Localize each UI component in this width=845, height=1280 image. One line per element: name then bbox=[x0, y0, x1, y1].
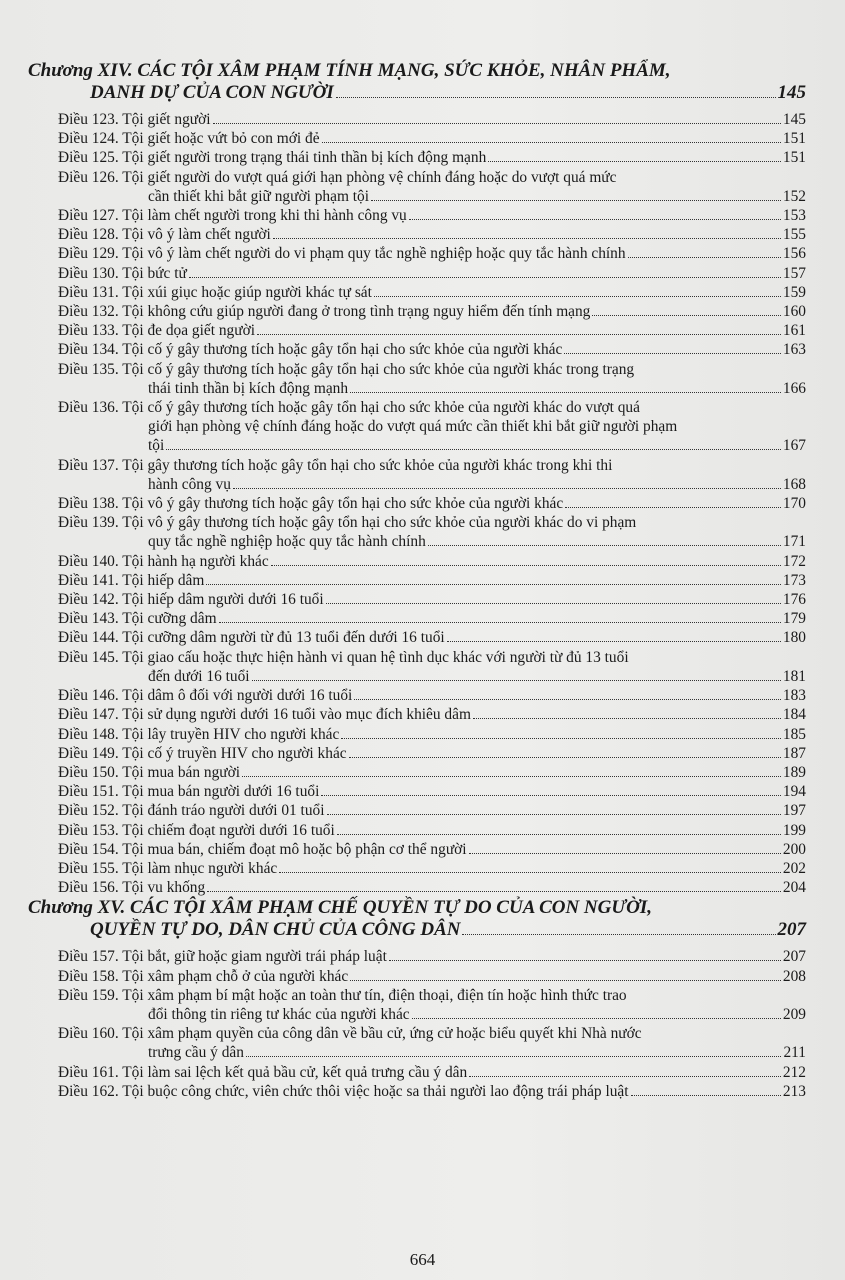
dot-leader bbox=[273, 238, 781, 239]
toc-entry bbox=[28, 648, 806, 686]
dot-leader bbox=[252, 680, 781, 681]
entry-label: Điều 162. Tội buộc công chức, viên chức thôi việc hoặc sa thải người lao động trái pháp luật bbox=[58, 1082, 629, 1100]
entry-last-line bbox=[58, 475, 806, 494]
toc-entry bbox=[28, 283, 806, 302]
entry-page-number: 166 bbox=[782, 379, 806, 397]
entry-line bbox=[58, 628, 806, 647]
toc-entry bbox=[28, 1082, 806, 1101]
toc-entry bbox=[28, 590, 806, 609]
entry-label-continued: trưng cầu ý dân bbox=[148, 1044, 244, 1062]
toc-entry bbox=[28, 206, 806, 225]
entry-page-number: 152 bbox=[782, 187, 806, 205]
toc-entry bbox=[28, 398, 806, 456]
entry-page-number: 176 bbox=[782, 591, 806, 609]
entry-last-line bbox=[58, 187, 806, 206]
entry-label-continued: đến dưới 16 tuổi bbox=[148, 667, 250, 685]
toc-entry bbox=[28, 571, 806, 590]
entry-line bbox=[58, 1063, 806, 1082]
dot-leader bbox=[207, 891, 781, 892]
dot-leader bbox=[337, 834, 781, 835]
dot-leader bbox=[246, 1056, 782, 1057]
toc-entry bbox=[28, 763, 806, 782]
entry-line bbox=[58, 225, 806, 244]
chapter-title-text: DANH DỰ CỦA CON NGƯỜI bbox=[90, 82, 334, 103]
toc-entry bbox=[28, 628, 806, 647]
dot-leader bbox=[350, 980, 781, 981]
dot-leader bbox=[374, 296, 781, 297]
entry-label: Điều 156. Tội vu khống bbox=[58, 879, 206, 897]
toc-entry bbox=[28, 1063, 806, 1082]
entry-page-number: 172 bbox=[782, 552, 806, 570]
entry-line bbox=[58, 782, 806, 801]
entry-last-line bbox=[58, 1005, 806, 1024]
dot-leader bbox=[628, 257, 781, 258]
entry-label: Điều 135. Tội cố ý gây thương tích hoặc gây tổn hại cho sức khỏe của người khác trong trạng bbox=[58, 360, 635, 378]
entry-line bbox=[58, 283, 806, 302]
entry-label: Điều 159. Tội xâm phạm bí mật hoặc an toàn thư tín, điện thoại, điện tín hoặc hình thức trao bbox=[58, 986, 627, 1004]
entry-line bbox=[58, 206, 806, 225]
dot-leader bbox=[327, 814, 781, 815]
entry-page-number: 194 bbox=[782, 783, 806, 801]
entry-label: Điều 129. Tội vô ý làm chết người do vi phạm quy tắc nghề nghiệp hoặc quy tắc hành chính bbox=[58, 245, 626, 263]
toc-entry bbox=[28, 129, 806, 148]
dot-leader bbox=[469, 853, 781, 854]
dot-leader bbox=[219, 622, 781, 623]
entry-label: Điều 154. Tội mua bán, chiếm đoạt mô hoặc bộ phận cơ thể người bbox=[58, 840, 467, 858]
entry-label: Điều 148. Tội lây truyền HIV cho người khác bbox=[58, 725, 340, 743]
toc-entry bbox=[28, 244, 806, 263]
entry-label-continued: thái tinh thần bị kích động mạnh bbox=[148, 379, 349, 397]
entry-line bbox=[58, 801, 806, 820]
entry-label-continued: hành công vụ bbox=[148, 475, 231, 493]
toc-entry bbox=[28, 264, 806, 283]
entry-label: Điều 144. Tội cưỡng dâm người từ đủ 13 tuổi đến dưới 16 tuổi bbox=[58, 629, 445, 647]
entry-label: Điều 126. Tội giết người do vượt quá giới hạn phòng vệ chính đáng hoặc do vượt quá mức bbox=[58, 168, 617, 186]
entry-line bbox=[58, 110, 806, 129]
entry-page-number: 212 bbox=[782, 1063, 806, 1081]
entry-label: Điều 149. Tội cố ý truyền HIV cho người khác bbox=[58, 744, 347, 762]
toc-entry bbox=[28, 168, 806, 206]
dot-leader bbox=[233, 488, 781, 489]
entry-label: Điều 157. Tội bắt, giữ hoặc giam người trái pháp luật bbox=[58, 948, 387, 966]
toc-entry bbox=[28, 321, 806, 340]
entry-page-number: 187 bbox=[782, 744, 806, 762]
entry-label-continued: đổi thông tin riêng tư khác của người khác bbox=[148, 1005, 410, 1023]
toc-entry bbox=[28, 859, 806, 878]
entry-line bbox=[58, 590, 806, 609]
entry-line bbox=[58, 148, 806, 167]
dot-leader bbox=[166, 449, 781, 450]
entry-line bbox=[58, 763, 806, 782]
dot-leader bbox=[592, 315, 781, 316]
toc-entry bbox=[28, 552, 806, 571]
entry-label: Điều 142. Tội hiếp dâm người dưới 16 tuổi bbox=[58, 591, 324, 609]
entry-line bbox=[58, 244, 806, 263]
entry-page-number: 159 bbox=[782, 283, 806, 301]
entry-label: Điều 158. Tội xâm phạm chỗ ở của người khác bbox=[58, 967, 349, 985]
entry-line bbox=[58, 947, 806, 966]
toc-entry bbox=[28, 986, 806, 1024]
entry-label: Điều 145. Tội giao cấu hoặc thực hiện hành vi quan hệ tình dục khác với người từ đủ 13 tuổi bbox=[58, 648, 629, 666]
entry-line bbox=[58, 552, 806, 571]
entry-last-line bbox=[58, 532, 806, 551]
entry-line bbox=[58, 840, 806, 859]
entry-label: Điều 125. Tội giết người trong trạng thái tinh thần bị kích động mạnh bbox=[58, 149, 487, 167]
toc-entry bbox=[28, 878, 806, 897]
entry-page-number: 173 bbox=[782, 571, 806, 589]
entry-page-number: 153 bbox=[782, 207, 806, 225]
dot-leader bbox=[350, 392, 781, 393]
entry-page-number: 189 bbox=[782, 763, 806, 781]
dot-leader bbox=[242, 776, 781, 777]
table-of-contents bbox=[28, 60, 806, 1101]
entry-line bbox=[58, 321, 806, 340]
dot-leader bbox=[336, 97, 776, 98]
entry-page-number: 202 bbox=[782, 859, 806, 877]
entry-page-number: 204 bbox=[782, 879, 806, 897]
toc-entry bbox=[28, 782, 806, 801]
entry-label: Điều 131. Tội xúi giục hoặc giúp người khác tự sát bbox=[58, 283, 372, 301]
dot-leader bbox=[341, 738, 781, 739]
toc-entry bbox=[28, 225, 806, 244]
entry-last-line bbox=[58, 667, 806, 686]
entry-line bbox=[58, 302, 806, 321]
dot-leader bbox=[462, 934, 775, 935]
chapter-title-line2 bbox=[28, 82, 806, 104]
entry-page-number: 156 bbox=[782, 245, 806, 263]
entry-line bbox=[58, 686, 806, 705]
dot-leader bbox=[322, 142, 781, 143]
entry-line bbox=[58, 967, 806, 986]
toc-entry bbox=[28, 609, 806, 628]
chapter-title-line2 bbox=[28, 919, 806, 941]
entry-label: Điều 151. Tội mua bán người dưới 16 tuổi bbox=[58, 783, 320, 801]
entry-label: Điều 160. Tội xâm phạm quyền của công dân về bầu cử, ứng cử hoặc biểu quyết khi Nhà nước bbox=[58, 1025, 642, 1043]
entry-label: Điều 143. Tội cưỡng dâm bbox=[58, 610, 217, 628]
entry-page-number: 199 bbox=[782, 821, 806, 839]
toc-entry bbox=[28, 686, 806, 705]
entry-line bbox=[58, 821, 806, 840]
toc-entry bbox=[28, 1024, 806, 1062]
entry-label: Điều 161. Tội làm sai lệch kết quả bầu cử, kết quả trưng cầu ý dân bbox=[58, 1063, 468, 1081]
entry-line bbox=[58, 264, 806, 283]
toc-entry bbox=[28, 840, 806, 859]
entry-label: Điều 140. Tội hành hạ người khác bbox=[58, 552, 269, 570]
dot-leader bbox=[469, 1076, 781, 1077]
entry-page-number: 168 bbox=[782, 475, 806, 493]
entry-page-number: 207 bbox=[782, 948, 806, 966]
entry-label: Điều 139. Tội vô ý gây thương tích hoặc gây tổn hại cho sức khỏe của người khác do vi phạm bbox=[58, 514, 637, 532]
entry-page-number: 157 bbox=[782, 264, 806, 282]
dot-leader bbox=[631, 1095, 781, 1096]
chapter-heading bbox=[28, 897, 806, 941]
entry-page-number: 181 bbox=[782, 667, 806, 685]
entry-page-number: 185 bbox=[782, 725, 806, 743]
dot-leader bbox=[371, 200, 781, 201]
dot-leader bbox=[389, 960, 781, 961]
entry-label: Điều 123. Tội giết người bbox=[58, 111, 211, 128]
dot-leader bbox=[412, 1018, 781, 1019]
chapter-page-number: 207 bbox=[777, 919, 806, 941]
entry-page-number: 151 bbox=[782, 130, 806, 148]
entry-label: Điều 153. Tội chiếm đoạt người dưới 16 tuổi bbox=[58, 821, 335, 839]
dot-leader bbox=[565, 507, 781, 508]
dot-leader bbox=[473, 718, 781, 719]
entry-label: Điều 128. Tội vô ý làm chết người bbox=[58, 226, 271, 244]
entry-label: Điều 133. Tội đe dọa giết người bbox=[58, 322, 256, 340]
entry-label-continued: quy tắc nghề nghiệp hoặc quy tắc hành chính bbox=[148, 533, 426, 551]
dot-leader bbox=[447, 641, 781, 642]
entry-page-number: 167 bbox=[782, 437, 806, 455]
dot-leader bbox=[428, 545, 781, 546]
entry-label-continued: tội bbox=[148, 437, 165, 455]
chapter-title-line1: Chương XIV. CÁC TỘI XÂM PHẠM TÍNH MẠNG, SỨC KHỎE, NHÂN PHẨM, bbox=[28, 60, 671, 81]
toc-entry bbox=[28, 744, 806, 763]
entry-label: Điều 138. Tội vô ý gây thương tích hoặc gây tổn hại cho sức khỏe của người khác bbox=[58, 495, 564, 513]
toc-entry bbox=[28, 494, 806, 513]
dot-leader bbox=[279, 872, 781, 873]
chapter-page-number: 145 bbox=[777, 82, 806, 103]
entry-label: Điều 155. Tội làm nhục người khác bbox=[58, 859, 278, 877]
entry-page-number: 208 bbox=[782, 967, 806, 985]
chapter-heading bbox=[28, 60, 806, 104]
entry-label: Điều 132. Tội không cứu giúp người đang ở trong tình trạng nguy hiểm đến tính mạng bbox=[58, 303, 591, 321]
entry-page-number: 179 bbox=[782, 610, 806, 628]
entry-line bbox=[58, 705, 806, 724]
entry-line bbox=[58, 725, 806, 744]
entry-page-number: 163 bbox=[782, 341, 806, 359]
entry-page-number: 151 bbox=[782, 149, 806, 167]
entry-page-number: 209 bbox=[782, 1005, 806, 1023]
entry-line bbox=[58, 609, 806, 628]
toc-entry bbox=[28, 340, 806, 359]
chapter-title-text: QUYỀN TỰ DO, DÂN CHỦ CỦA CÔNG DÂN bbox=[90, 919, 461, 941]
entry-label-continued: cần thiết khi bắt giữ người phạm tội bbox=[148, 187, 370, 205]
entry-last-line bbox=[58, 436, 806, 455]
entry-page-number: 161 bbox=[782, 322, 806, 340]
dot-leader bbox=[488, 161, 781, 162]
entry-line bbox=[58, 1082, 806, 1101]
dot-leader bbox=[354, 699, 781, 700]
entry-label: Điều 147. Tội sử dụng người dưới 16 tuổi vào mục đích khiêu dâm bbox=[58, 706, 471, 724]
entry-line bbox=[58, 340, 806, 359]
entry-line bbox=[58, 878, 806, 897]
dot-leader bbox=[206, 584, 781, 585]
entry-page-number: 184 bbox=[782, 706, 806, 724]
entry-line bbox=[58, 129, 806, 148]
entry-last-line bbox=[58, 1043, 806, 1062]
toc-entry bbox=[28, 456, 806, 494]
page-number: 664 bbox=[409, 1250, 436, 1269]
dot-leader bbox=[409, 219, 781, 220]
entry-page-number: 180 bbox=[782, 629, 806, 647]
entry-line bbox=[58, 494, 806, 513]
toc-entry bbox=[28, 947, 806, 966]
entry-label: Điều 136. Tội cố ý gây thương tích hoặc gây tổn hại cho sức khỏe của người khác do vượt quá bbox=[58, 399, 640, 417]
dot-leader bbox=[271, 565, 781, 566]
dot-leader bbox=[321, 795, 781, 796]
toc-entry bbox=[28, 110, 806, 129]
entry-label: Điều 141. Tội hiếp dâm bbox=[58, 571, 205, 589]
toc-entry bbox=[28, 302, 806, 321]
entry-page-number: 170 bbox=[782, 495, 806, 513]
dot-leader bbox=[213, 123, 781, 124]
toc-entry bbox=[28, 725, 806, 744]
entry-page-number: 200 bbox=[782, 840, 806, 858]
entry-page-number: 160 bbox=[782, 303, 806, 321]
toc-entry bbox=[28, 148, 806, 167]
toc-entry bbox=[28, 821, 806, 840]
entry-page-number: 171 bbox=[782, 533, 806, 551]
dot-leader bbox=[189, 277, 781, 278]
entry-page-number: 197 bbox=[782, 802, 806, 820]
entry-page-number: 155 bbox=[782, 226, 806, 244]
entry-page-number: 213 bbox=[782, 1082, 806, 1100]
entry-line bbox=[58, 744, 806, 763]
toc-entry bbox=[28, 967, 806, 986]
entry-label-continued: giới hạn phòng vệ chính đáng hoặc do vượt quá mức cần thiết khi bắt giữ người phạm bbox=[148, 418, 678, 436]
entry-line bbox=[58, 859, 806, 878]
entry-label: Điều 146. Tội dâm ô đối với người dưới 16 tuổi bbox=[58, 687, 353, 705]
toc-entry bbox=[28, 513, 806, 551]
entry-label: Điều 124. Tội giết hoặc vứt bỏ con mới đẻ bbox=[58, 130, 320, 148]
entry-label: Điều 137. Tội gây thương tích hoặc gây tổn hại cho sức khỏe của người khác trong khi thi bbox=[58, 456, 613, 474]
dot-leader bbox=[326, 603, 781, 604]
chapter-title-line1: Chương XV. CÁC TỘI XÂM PHẠM CHẾ QUYỀN TỰ DO CỦA CON NGƯỜI, bbox=[28, 897, 652, 919]
entry-line bbox=[58, 571, 806, 590]
entry-last-line bbox=[58, 379, 806, 398]
entry-page-number: 145 bbox=[782, 111, 806, 128]
entry-label: Điều 134. Tội cố ý gây thương tích hoặc gây tổn hại cho sức khỏe của người khác bbox=[58, 341, 563, 359]
entry-label: Điều 152. Tội đánh tráo người dưới 01 tuổi bbox=[58, 802, 325, 820]
toc-entry bbox=[28, 705, 806, 724]
dot-leader bbox=[257, 334, 781, 335]
entry-label: Điều 127. Tội làm chết người trong khi thi hành công vụ bbox=[58, 207, 407, 225]
entry-page-number: 211 bbox=[783, 1044, 806, 1062]
dot-leader bbox=[349, 757, 781, 758]
toc-entry bbox=[28, 360, 806, 398]
entry-label: Điều 130. Tội bức tử bbox=[58, 264, 187, 282]
toc-entry bbox=[28, 801, 806, 820]
dot-leader bbox=[564, 353, 781, 354]
entry-label: Điều 150. Tội mua bán người bbox=[58, 763, 241, 781]
entry-page-number: 183 bbox=[782, 687, 806, 705]
